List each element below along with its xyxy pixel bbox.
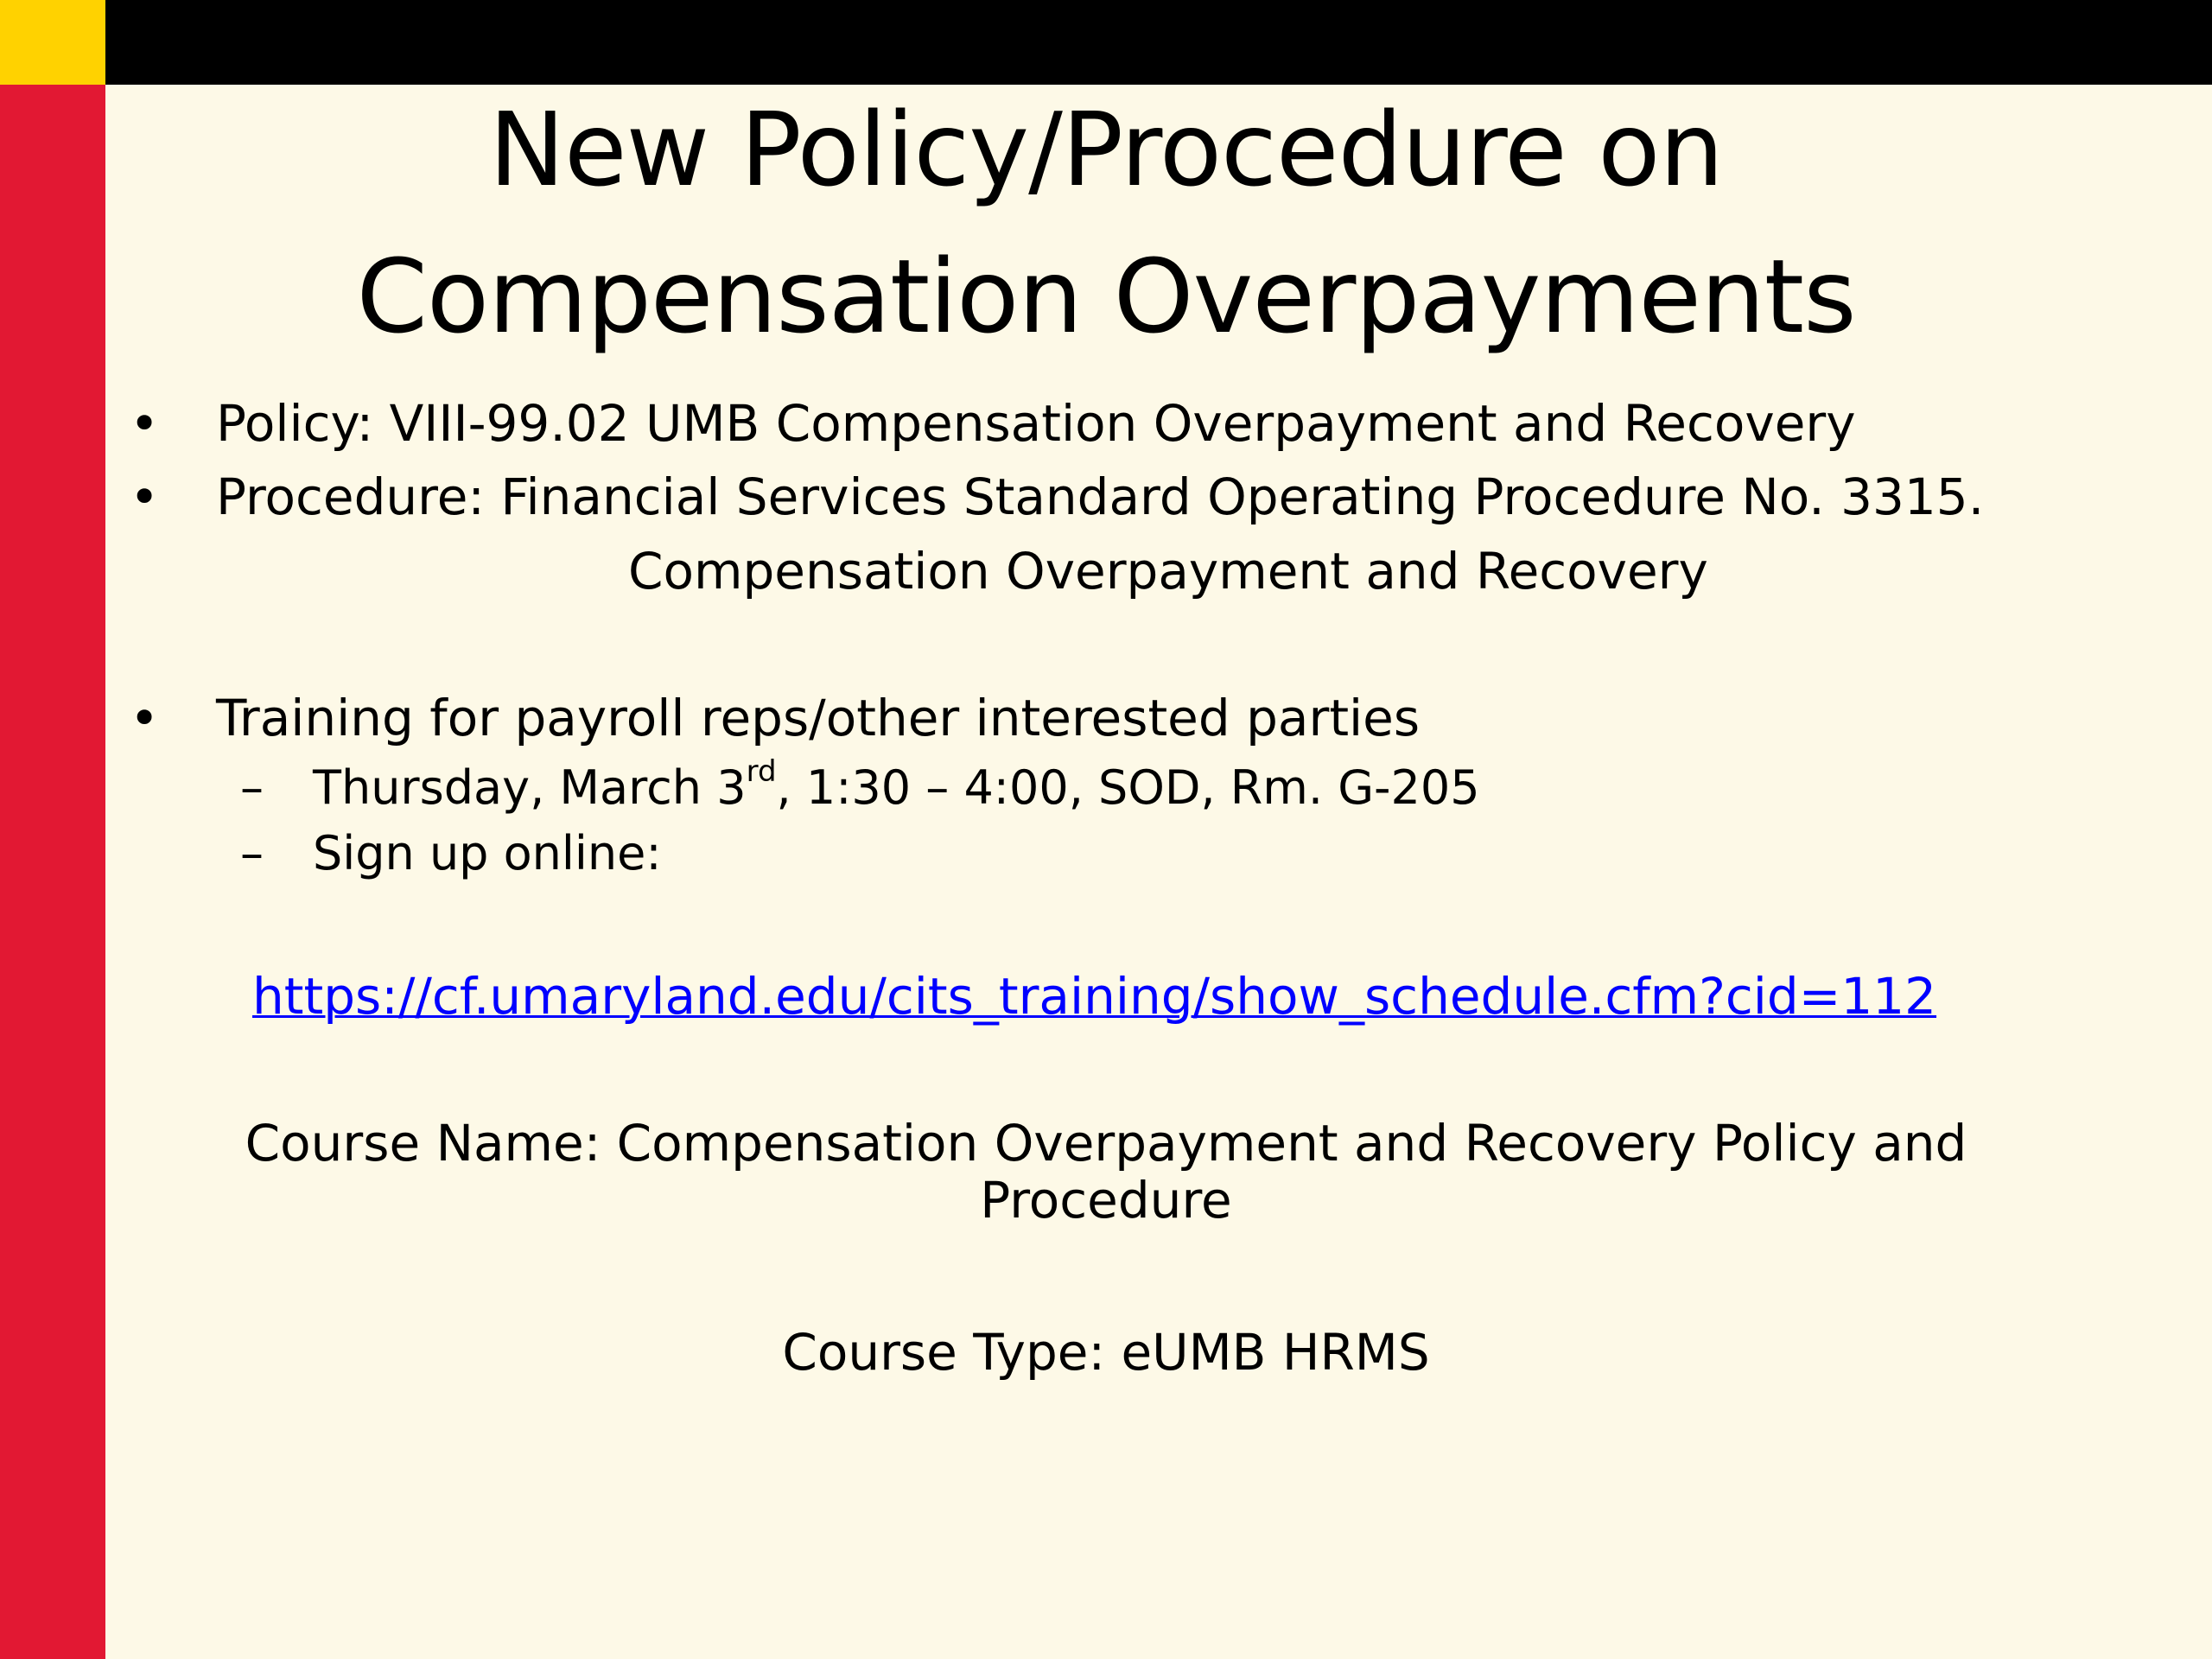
slide-title-line-1: New Policy/Procedure on [488, 90, 1724, 209]
bullet-training-text: Training for payroll reps/other interested parties [216, 689, 1421, 747]
session-date-prefix: Thursday, March 3 [313, 760, 747, 815]
sub-item-session-text [313, 754, 1480, 817]
bullet-dot: • [130, 689, 160, 747]
bullet-dot: • [130, 394, 160, 453]
sub-item-signup-text: Sign up online: [313, 826, 662, 880]
bullet-procedure-continuation: Compensation Overpayment and Recovery [628, 542, 1708, 601]
top-bar [105, 0, 2212, 85]
sub-item-dash: – [240, 760, 264, 815]
session-date-ordinal: rd [746, 754, 777, 789]
signup-link[interactable]: https://cf.umaryland.edu/cits_training/show_schedule.cfm?cid=112 [252, 967, 1937, 1026]
bullet-procedure-text: Procedure: Financial Services Standard Operating Procedure No. 3315. [216, 467, 1985, 526]
session-date-suffix: , 1:30 – 4:00, SOD, Rm. G-205 [776, 760, 1480, 815]
slide-title-line-2: Compensation Overpayments [356, 237, 1856, 356]
course-type: Course Type: eUMB HRMS [782, 1323, 1430, 1382]
corner-accent-block [0, 0, 105, 85]
bullet-policy-text: Policy: VIII-99.02 UMB Compensation Overpayment and Recovery [216, 394, 1856, 453]
slide-title [105, 76, 2107, 370]
course-name: Course Name: Compensation Overpayment and Recovery Policy and Procedure [245, 1114, 1967, 1230]
left-bar [0, 85, 105, 1659]
sub-item-dash: – [240, 826, 264, 880]
bullet-dot: • [130, 467, 160, 526]
